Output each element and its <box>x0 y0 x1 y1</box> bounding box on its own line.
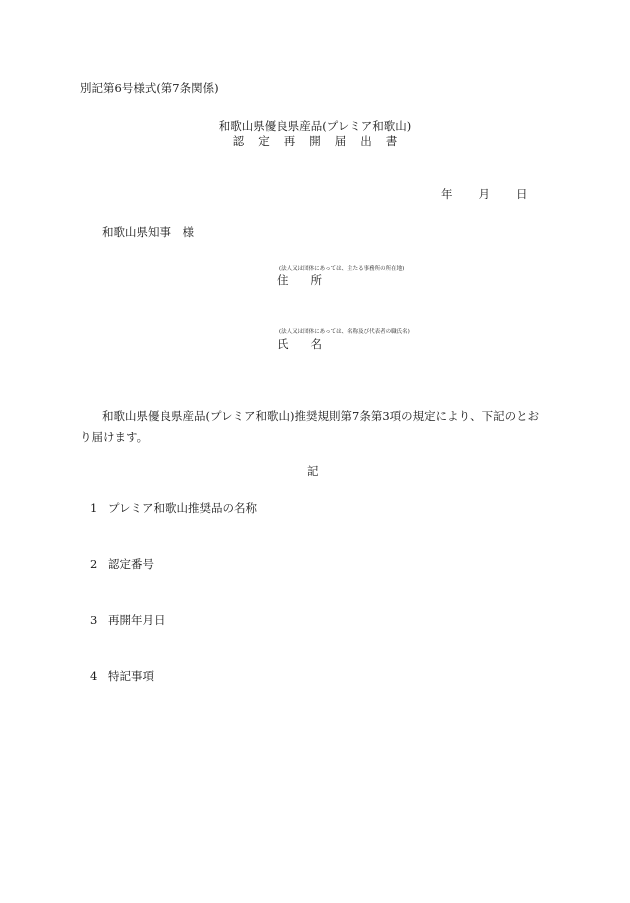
list-item <box>90 500 257 516</box>
name-note: (法人又は団体にあっては、名称及び代表者の職氏名) <box>279 329 410 335</box>
address-note: (法人又は団体にあっては、主たる事務所の所在地) <box>279 266 405 272</box>
body-text: 和歌山県優良県産品(プレミア和歌山)推奨規則第7条第3項の規定により、下記のとおり届けます。 <box>80 409 540 444</box>
address-label: 住所 <box>277 273 344 287</box>
item-label: 再開年月日 <box>108 613 166 627</box>
item-label: 認定番号 <box>108 557 154 571</box>
document-title: 和歌山県優良県産品(プレミア和歌山) <box>218 119 412 133</box>
date-year: 年 <box>441 187 453 201</box>
item-label: プレミア和歌山推奨品の名称 <box>108 501 258 515</box>
list-item <box>90 668 154 684</box>
list-item <box>90 612 166 628</box>
date-month: 月 <box>478 187 490 201</box>
ki-heading: 記 <box>307 464 319 478</box>
item-number: 4 <box>90 669 98 683</box>
date-day: 日 <box>516 187 528 201</box>
name-label: 氏名 <box>277 337 344 351</box>
form-number: 別記第6号様式(第7条関係) <box>80 81 219 95</box>
date-line <box>441 186 528 202</box>
addressee: 和歌山県知事 様 <box>102 225 194 239</box>
item-number: 2 <box>90 557 98 571</box>
document-subtitle: 認定再開届出書 <box>232 134 412 148</box>
item-number: 1 <box>90 501 98 515</box>
item-label: 特記事項 <box>108 669 154 683</box>
item-number: 3 <box>90 613 98 627</box>
list-item <box>90 556 154 572</box>
